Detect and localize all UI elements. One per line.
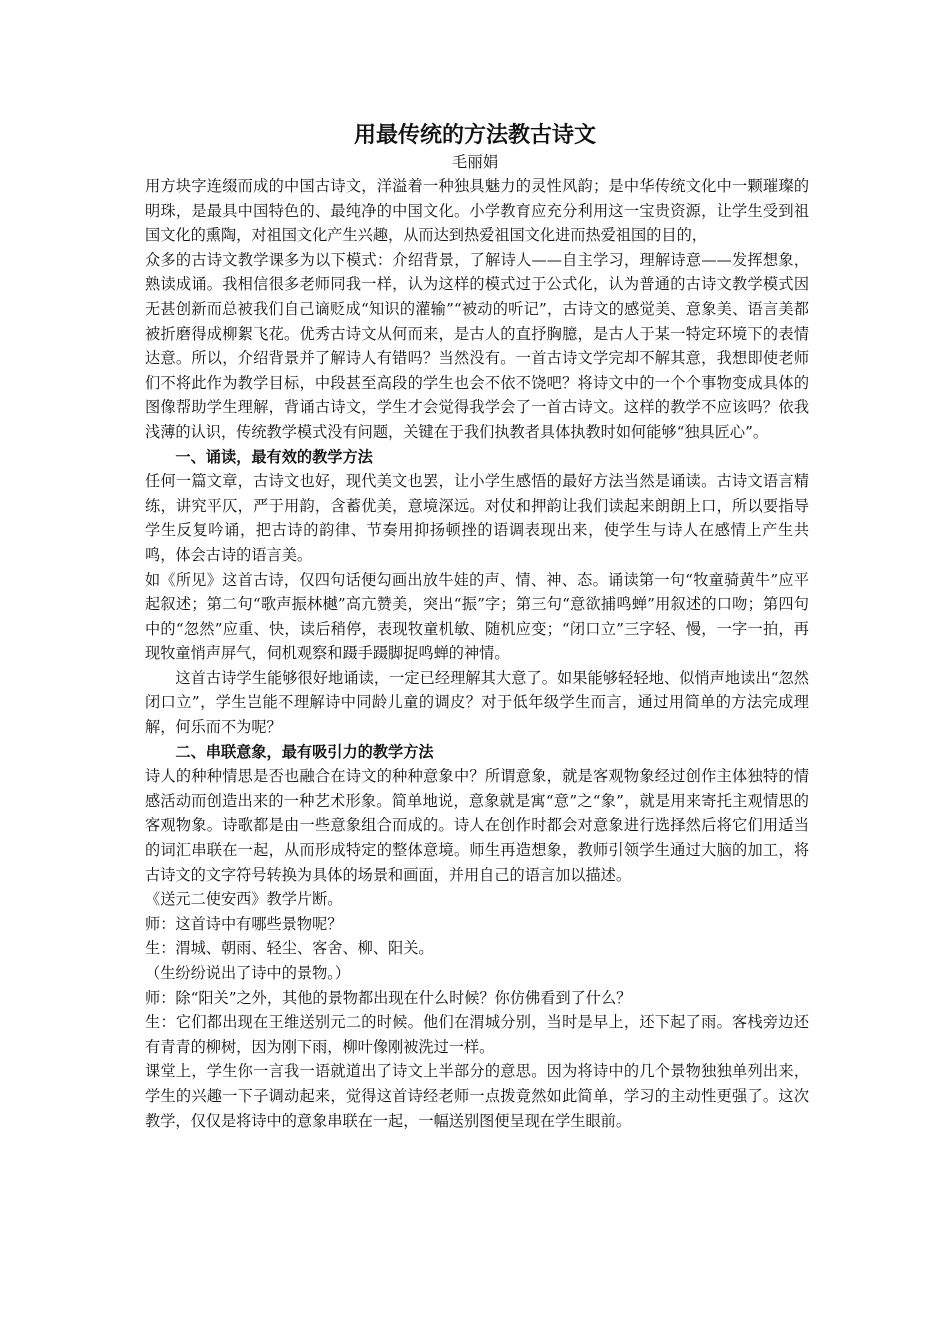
document-body — [145, 174, 809, 1133]
paragraph-teaching-model: 众多的古诗文教学课多为以下模式：介绍背景，了解诗人——自主学习，理解诗意——发挥想象，熟读成诵。我相信很多老师同我一样，认为这样的模式过于公式化，认为普通的古诗文教学模式因无甚创新而总被我们自己谪贬成“知识的灌输”“被动的听记”，古诗文的感觉美、意象美、语言美都被折磨得成柳絮飞花。优秀古诗文从何而来，是古人的直抒胸臆，是古人于某一特定环境下的表情达意。所以，介绍背景并了解诗人有错吗？当然没有。一首古诗文学完却不解其意，我想即使老师们不将此作为教学目标，中段甚至高段的学生也会不依不饶吧？将诗文中的一个个事物变成具体的图像帮助学生理解，背诵古诗文，学生才会觉得我学会了一首古诗文。这样的教学不应该吗？依我浅薄的认识，传统教学模式没有问题，关键在于我们执教者具体执教时如何能够“独具匠心”。 — [145, 250, 809, 441]
paragraph-intro: 用方块字连缀而成的中国古诗文，洋溢着一种独具魅力的灵性风韵；是中华传统文化中一颗璀璨的明珠，是最具中国特色的、最纯净的中国文化。小学教育应充分利用这一宝贵资源，让学生受到祖国文化的熏陶，对祖国文化产生兴趣，从而达到热爱祖国文化进而热爱祖国的目的， — [145, 177, 809, 245]
document-title: 用最传统的方法教古诗文 — [353, 122, 596, 148]
dialogue-note: （生纷纷说出了诗中的景物。） — [145, 964, 351, 982]
paragraph-recitation: 任何一篇文章，古诗文也好，现代美文也罢，让小学生感悟的最好方法当然是诵读。古诗文语言精练，讲究平仄，严于用韵，含蓄优美，意境深远。对仗和押韵让我们读起来朗朗上口，所以要指导学生反复吟诵，把古诗的韵律、节奏用抑扬顿挫的语调表现出来，使学生与诗人在感情上产生共鸣，体会古诗的语言美。 — [145, 472, 809, 564]
paragraph-classroom-summary: 课堂上，学生你一言我一语就道出了诗文上半部分的意思。因为将诗中的几个景物独独单列出来，学生的兴趣一下子调动起来，觉得这首诗经老师一点拨竟然如此简单，学习的主动性更强了。这次教学，仅仅是将诗中的意象串联在一起，一幅送别图便呈现在学生眼前。 — [145, 1062, 809, 1130]
author-name: 毛丽娟 — [451, 153, 499, 171]
dialogue-teacher-1: 师：这首诗中有哪些景物呢？ — [145, 914, 343, 933]
paragraph-recitation-conclusion: 这首古诗学生能够很好地诵读，一定已经理解其大意了。如果能够轻轻地、似悄声地读出“忽然闭口立”，学生岂能不理解诗中同龄儿童的调皮？对于低年级学生而言，通过用简单的方法完成理解，何乐而不为呢？ — [145, 668, 809, 737]
dialogue-student-2: 生：它们都出现在王维送别元二的时候。他们在渭城分别，当时是早上，还下起了雨。客栈旁边还有青青的柳树，因为刚下雨，柳叶像刚被洗过一样。 — [145, 1013, 809, 1056]
paragraph-suojian-example: 如《所见》这首古诗，仅四句话便勾画出放牛娃的声、情、神、态。诵读第一句“牧童骑黄牛”应平起叙述；第二句“歌声振林樾”高亢赞美，突出“振”字；第三句“意欲捕鸣蝉”用叙述的口吻；第四句中的“忽然”应重、快，读后稍停，表现牧童机敏、随机应变；“闭口立”三字轻、慢，一字一拍，再现牧童悄声屏气，伺机观察和蹑手蹑脚捉鸣蝉的神情。 — [145, 570, 809, 663]
paragraph-lesson-title: 《送元二使安西》教学片断。 — [145, 890, 343, 909]
section-heading-imagery: 二、串联意象，最有吸引力的教学方法 — [175, 742, 434, 761]
paragraph-imagery: 诗人的种种情思是否也融合在诗文的种种意象中？所谓意象，就是客观物象经过创作主体独特的情感活动而创造出来的一种艺术形象。简单地说，意象就是寓“意”之“象”，就是用来寄托主观情思的客观物象。诗歌都是由一些意象组合而成的。诗人在创作时都会对意象进行选择然后将它们用适当的词汇串联在一起，从而形成特定的整体意境。师生再造想象，教师引领学生通过大脑的加工，将古诗文的文字符号转换为具体的场景和画面，并用自己的语言加以描述。 — [145, 767, 809, 884]
section-heading-recitation: 一、诵读，最有效的教学方法 — [175, 447, 373, 466]
dialogue-student-1: 生：渭城、朝雨、轻尘、客舍、柳、阳关。 — [145, 939, 434, 958]
dialogue-teacher-2: 师：除“阳关”之外，其他的景物都出现在什么时候？你仿佛看到了什么？ — [145, 988, 632, 1007]
